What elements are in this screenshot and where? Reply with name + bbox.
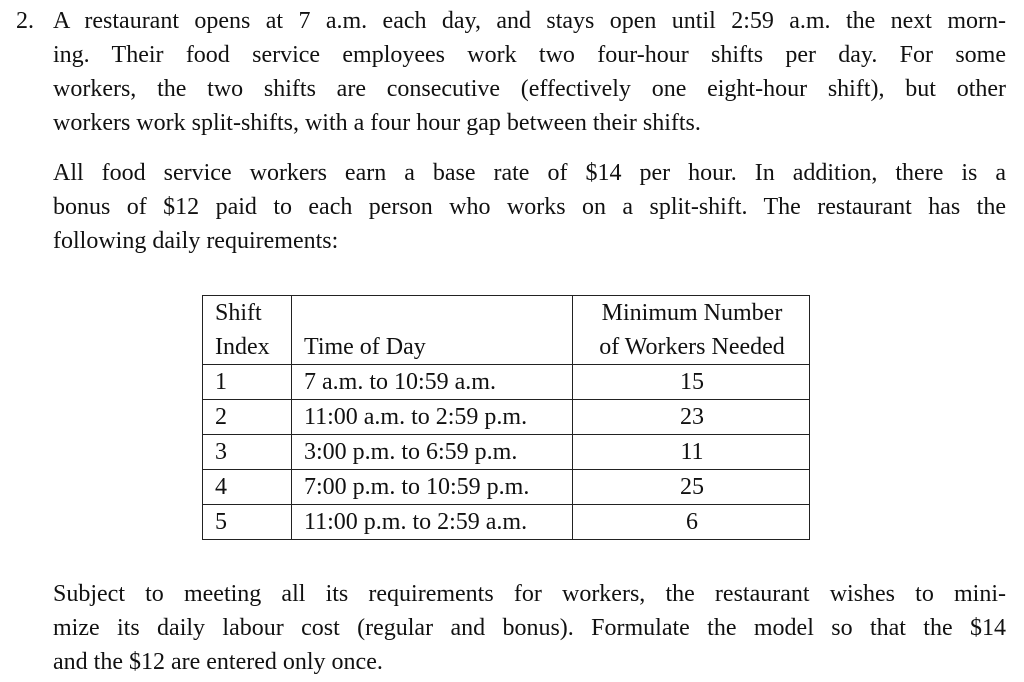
shift-index-cell: 5 bbox=[203, 505, 292, 540]
table-header-row bbox=[203, 296, 810, 331]
text-line: A restaurant opens at 7 a.m. each day, and stays open until 2:59 a.m. the next morn- bbox=[53, 8, 1006, 34]
text-line: ing. Their food service employees work two four-hour shifts per day. For some bbox=[53, 42, 1006, 68]
time-of-day-cell: 3:00 p.m. to 6:59 p.m. bbox=[292, 435, 573, 470]
shift-index-cell: 2 bbox=[203, 400, 292, 435]
header-minimum-line2: of Workers Needed bbox=[573, 330, 810, 365]
time-of-day-cell: 7:00 p.m. to 10:59 p.m. bbox=[292, 470, 573, 505]
table-row bbox=[203, 470, 810, 505]
minimum-workers-cell: 23 bbox=[573, 400, 810, 435]
text-line: following daily requirements: bbox=[53, 228, 339, 254]
minimum-workers-cell: 11 bbox=[573, 435, 810, 470]
shift-index-cell: 4 bbox=[203, 470, 292, 505]
problem-objective-paragraph bbox=[53, 577, 1006, 679]
problem-objective-block bbox=[16, 577, 1006, 679]
header-shift-index-line2: Index bbox=[203, 330, 292, 365]
table-header-row bbox=[203, 330, 810, 365]
time-of-day-cell: 7 a.m. to 10:59 a.m. bbox=[292, 365, 573, 400]
shift-index-cell: 1 bbox=[203, 365, 292, 400]
header-time-of-day: Time of Day bbox=[292, 330, 573, 365]
text-line: workers, the two shifts are consecutive (effectively one eight-hour shift), but other bbox=[53, 76, 1006, 102]
text-line: and the $12 are entered only once. bbox=[53, 649, 383, 675]
header-shift-index-line1: Shift bbox=[203, 296, 292, 331]
text-line: mize its daily labour cost (regular and bonus). Formulate the model so that the $14 bbox=[53, 615, 1006, 641]
problem-intro-paragraph bbox=[53, 4, 1006, 140]
header-time-line1 bbox=[292, 296, 573, 331]
table-row bbox=[203, 365, 810, 400]
shift-requirements-table bbox=[202, 295, 810, 540]
problem-rates-paragraph bbox=[53, 156, 1006, 258]
time-of-day-cell: 11:00 p.m. to 2:59 a.m. bbox=[292, 505, 573, 540]
text-line: bonus of $12 paid to each person who works on a split-shift. The restaurant has the bbox=[53, 194, 1006, 220]
problem-2 bbox=[16, 4, 1006, 258]
shift-index-cell: 3 bbox=[203, 435, 292, 470]
minimum-workers-cell: 6 bbox=[573, 505, 810, 540]
table-row bbox=[203, 505, 810, 540]
text-line: Subject to meeting all its requirements for workers, the restaurant wishes to mini- bbox=[53, 581, 1006, 607]
problem-number: 2. bbox=[16, 8, 34, 34]
header-minimum-line1: Minimum Number bbox=[573, 296, 810, 331]
table-row bbox=[203, 435, 810, 470]
text-line: All food service workers earn a base rate of $14 per hour. In addition, there is a bbox=[53, 160, 1006, 186]
text-line: workers work split-shifts, with a four hour gap between their shifts. bbox=[53, 110, 701, 136]
minimum-workers-cell: 15 bbox=[573, 365, 810, 400]
table-row bbox=[203, 400, 810, 435]
time-of-day-cell: 11:00 a.m. to 2:59 p.m. bbox=[292, 400, 573, 435]
minimum-workers-cell: 25 bbox=[573, 470, 810, 505]
